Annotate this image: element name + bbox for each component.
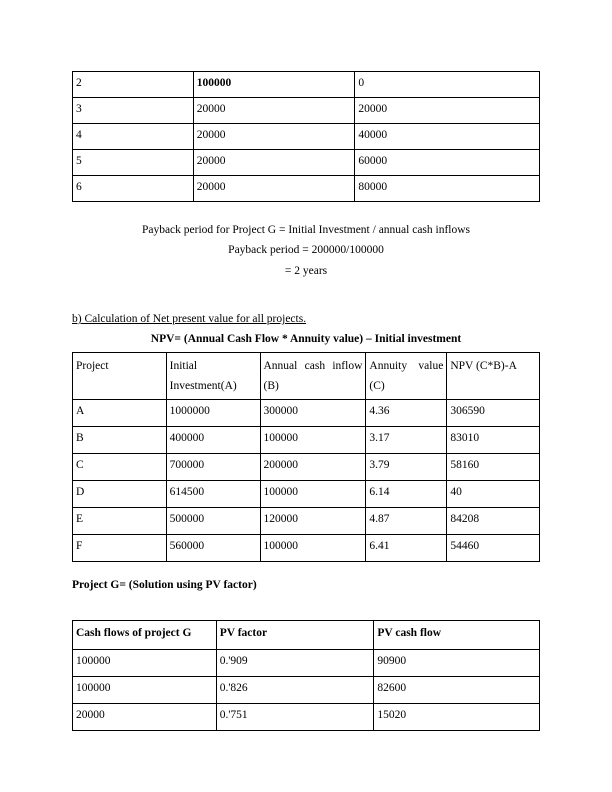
table-cell: 6.14 [366,481,447,508]
table-cell: 0.'909 [216,650,374,677]
table-cell: 100000 [73,677,217,704]
header-word: inflow [332,360,363,372]
table-cell: 3.17 [366,427,447,454]
table-cell: A [73,400,167,427]
table-cell: 84208 [447,508,540,535]
project-g-pv-table [72,620,540,731]
table-cell: 20000 [73,704,217,731]
table-cell: 700000 [166,454,260,481]
table-row [73,508,540,535]
table-cell: 120000 [260,508,366,535]
table-cell: 614500 [166,481,260,508]
table-cell: 100000 [260,427,366,454]
table-cell: 300000 [260,400,366,427]
header-annual-cash-inflow [260,353,366,400]
table-cell: 20000 [193,124,355,150]
table-cell: 20000 [355,98,540,124]
table-cell: 560000 [166,535,260,562]
header-pv-factor: PV factor [216,621,374,650]
table-cell: 20000 [193,176,355,202]
table-cell: 100000 [260,481,366,508]
header-line [369,356,443,376]
npv-table [72,352,540,562]
table-row [73,650,540,677]
header-line: (C) [369,380,385,392]
table-cell: 6.41 [366,535,447,562]
table-row [73,481,540,508]
table-cell: 0 [355,72,540,98]
header-project: Project [73,353,167,400]
header-word: value [418,360,444,372]
header-initial-investment [166,353,260,400]
section-b-heading: b) Calculation of Net present value for all projects. [72,313,307,325]
header-word: Annual [263,360,298,372]
payback-cashflow-table [72,71,540,202]
table-cell: 20000 [193,98,355,124]
table-row [73,704,540,731]
table-cell: 100000 [193,72,355,98]
header-line [264,356,363,376]
table-cell: 1000000 [166,400,260,427]
header-word: Annuity [369,360,408,372]
table-cell: 6 [73,176,194,202]
header-line: Investment(A) [169,380,237,392]
table-cell: B [73,427,167,454]
table-row [73,535,540,562]
table-cell: 4 [73,124,194,150]
table-cell: 80000 [355,176,540,202]
table-cell: 200000 [260,454,366,481]
table-cell: 306590 [447,400,540,427]
table-cell: 0.'751 [216,704,374,731]
payback-result-line: = 2 years [284,265,328,277]
table-cell: 15020 [374,704,540,731]
table-cell: 40000 [355,124,540,150]
table-cell: D [73,481,167,508]
table-header-row [73,621,540,650]
table-row [73,98,540,124]
table-cell: C [73,454,167,481]
table-cell: 4.36 [366,400,447,427]
table-cell: E [73,508,167,535]
table-row [73,72,540,98]
table-cell: 0.'826 [216,677,374,704]
table-cell: 82600 [374,677,540,704]
table-cell: 400000 [166,427,260,454]
table-cell: 90900 [374,650,540,677]
table-row [73,677,540,704]
header-cash-flows: Cash flows of project G [73,621,217,650]
table-cell: 4.87 [366,508,447,535]
table-cell: 100000 [73,650,217,677]
table-row [73,454,540,481]
header-npv: NPV (C*B)-A [447,353,540,400]
payback-formula-line: Payback period for Project G = Initial Investment / annual cash inflows [141,224,471,236]
header-line: (B) [263,380,279,392]
table-cell: 40 [447,481,540,508]
header-line: Initial [169,360,198,372]
project-g-heading: Project G= (Solution using PV factor) [72,579,257,591]
table-header-row [73,353,540,400]
payback-calculation-line: Payback period = 200000/100000 [228,244,384,256]
table-row [73,427,540,454]
table-cell: 100000 [260,535,366,562]
table-row [73,176,540,202]
table-row [73,124,540,150]
table-cell: 60000 [355,150,540,176]
header-annuity-value [366,353,447,400]
npv-formula: NPV= (Annual Cash Flow * Annuity value) – Initial investment [150,333,462,345]
table-cell: 54460 [447,535,540,562]
table-cell: 20000 [193,150,355,176]
table-cell: 83010 [447,427,540,454]
table-cell: 500000 [166,508,260,535]
header-word: cash [304,360,326,372]
table-cell: 3 [73,98,194,124]
table-cell: F [73,535,167,562]
table-cell: 2 [73,72,194,98]
table-row [73,150,540,176]
table-cell: 5 [73,150,194,176]
table-cell: 3.79 [366,454,447,481]
table-row [73,400,540,427]
table-cell: 58160 [447,454,540,481]
header-pv-cash-flow: PV cash flow [374,621,540,650]
